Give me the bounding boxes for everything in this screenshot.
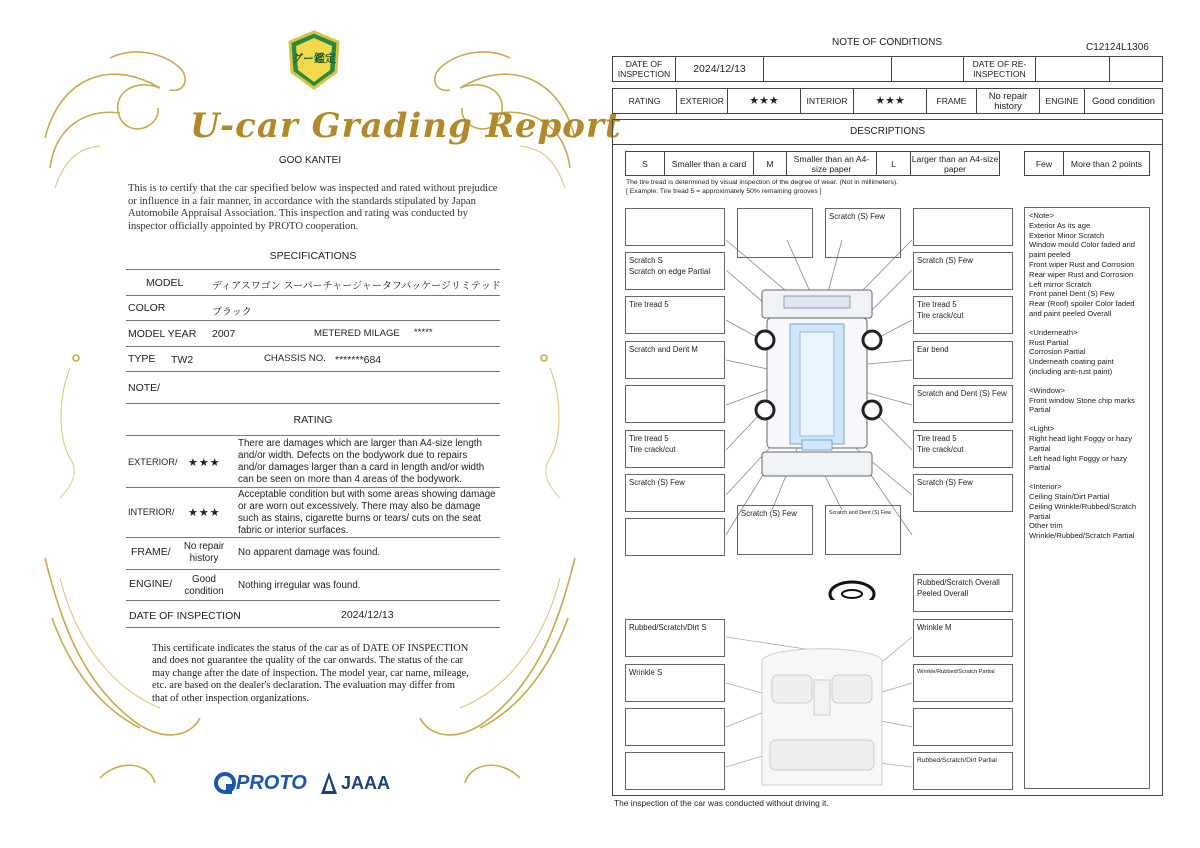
note-line: <Window> (1029, 385, 1065, 395)
certificate-intro: This is to certify that the car specified below was inspected and rated without prejudice or influence in a fair manner, in accordance with the standards stipulated by Japan Automobile Appraisal Association. This inspection and rating was conducted by inspector officially appointed by PROTO cooperation. (128, 183, 498, 232)
legend-l-desc: Larger than an A4-size paper (911, 153, 999, 174)
damage-box: Scratch (S) Few (737, 505, 813, 555)
note-line: Exterior As its age (1029, 220, 1091, 230)
frame-label: FRAME (926, 89, 976, 113)
certificate-subtitle: GOO KANTEI (278, 155, 342, 166)
damage-box: Rubbed/Scratch Overall Peeled Overall (913, 574, 1013, 612)
frame-label: FRAME/ (131, 546, 171, 558)
damage-box: Scratch and Dent M (625, 341, 725, 379)
model-value: ディアスワゴン スーパーチャージャータフパッケージリミテッド (212, 281, 501, 292)
damage-box: Scratch S Scratch on edge Partial (625, 252, 725, 290)
note-line: Rear (Roof) spoiler Color faded and paint peeled Overall (1029, 299, 1135, 318)
note-line: <Underneath> (1029, 327, 1078, 337)
damage-box (625, 385, 725, 423)
rating-row (612, 88, 1163, 114)
model-year-label: MODEL YEAR (128, 328, 197, 340)
damage-box: Tire tread 5 Tire crack/cut (913, 430, 1013, 468)
color-value: ブラック (212, 307, 252, 318)
damage-box: Tire tread 5 (625, 296, 725, 334)
note-line: Ceiling Stain/Dirt Partial (1029, 491, 1110, 501)
damage-box (625, 752, 725, 790)
engine-value: Good condition (184, 574, 224, 597)
damage-box: Tire tread 5 Tire crack/cut (625, 430, 725, 468)
exterior-value: ★★★ (727, 89, 800, 113)
interior-description: Acceptable condition but with some areas showing damage or are worn out excessively. There may also be damage such as stains, cigarette burns or tears/ cuts on the seat fabric or interior surfaces. (238, 489, 496, 536)
engine-label: ENGINE/ (129, 578, 173, 590)
engine-value: Good condition (1084, 89, 1162, 113)
descriptions-heading: DESCRIPTIONS (849, 126, 925, 137)
damage-box: Wrinkle M (913, 619, 1013, 657)
few-legend (1024, 151, 1150, 176)
frame-value: No repair history (976, 89, 1039, 113)
damage-box (737, 208, 813, 258)
damage-box: Scratch (S) Few (913, 252, 1013, 290)
type-value: TW2 (171, 354, 194, 366)
model-year-value: 2007 (212, 328, 236, 340)
rating-heading: RATING (293, 414, 333, 426)
damage-box: Scratch (S) Few (825, 208, 901, 258)
divider (126, 403, 500, 404)
divider (126, 537, 500, 538)
note-line: Left mirror Scratch (1029, 279, 1092, 289)
note-spacer (1029, 319, 1145, 328)
divider (126, 487, 500, 488)
damage-box: Rubbed/Scratch/Dirt Partial (913, 752, 1013, 790)
divider (126, 371, 500, 372)
grading-certificate (40, 18, 622, 833)
goo-kantei-badge (286, 30, 342, 90)
damage-box: Tire tread 5 Tire crack/cut (913, 296, 1013, 334)
jaaa-mark-icon (320, 771, 338, 795)
damage-box (913, 208, 1013, 246)
empty-cell (1109, 57, 1162, 81)
note-line: Rust Partial (1029, 337, 1069, 347)
steering-wheel-icon (830, 582, 874, 600)
note-line: Exterior Minor Scratch (1029, 230, 1105, 240)
model-label: MODEL (146, 277, 184, 289)
metered-mileage-label: METERED MILAGE (314, 328, 400, 339)
type-label: TYPE (128, 353, 156, 365)
exterior-description: There are damages which are larger than A4-size length and/or width. Defects on the bodywork due to repairs and/or damages larger than a card in length and/or width can be seen on more than 4 areas of the bodywork. (238, 438, 485, 485)
note-label: NOTE/ (128, 382, 161, 394)
specifications-heading: SPECIFICATIONS (269, 250, 357, 262)
legend-few-desc: More than 2 points (1063, 152, 1149, 175)
frame-value: No repair history (183, 541, 225, 564)
note-line: Window mould Color faded and paint peeled (1029, 240, 1135, 260)
engine-label: ENGINE (1039, 89, 1084, 113)
notes-list (1029, 211, 1145, 541)
note-line: Front wiper Rust and Corrosion (1029, 259, 1135, 269)
damage-box: Scratch and Dent (S) Few (913, 385, 1013, 423)
tire-note-1: The tire tread is determined by visual inspection of the degree of wear. (Not in millimeters). (626, 179, 898, 186)
chassis-label: CHASSIS NO. (264, 353, 326, 364)
certificate-title: U-car Grading Report (190, 106, 622, 146)
legend-few: Few (1035, 158, 1053, 169)
rating-label: RATING (628, 96, 661, 106)
tire-note-2: [ Example: Tire tread 5 = approximately 50% remaining grooves ] (626, 188, 822, 195)
empty-cell (763, 57, 891, 81)
empty-cell (891, 57, 963, 81)
legend-s-desc: Smaller than a card (664, 152, 753, 175)
interior-value: ★★★ (853, 89, 926, 113)
legend-s: S (642, 158, 648, 169)
metered-mileage-value: ***** (414, 327, 433, 338)
size-legend (625, 151, 1000, 176)
note-line: Front window Stone chip marks Partial (1029, 395, 1135, 415)
jaaa-logo: JAAA (320, 770, 390, 796)
notes-box (1024, 207, 1150, 789)
divider (126, 435, 500, 436)
damage-box: Rubbed/Scratch/Dirt S (625, 619, 725, 657)
sheet-code: C12124L1306 (1086, 42, 1149, 53)
note-spacer (1029, 415, 1145, 424)
damage-box (625, 208, 725, 246)
badge-text: グー鑑定 (292, 53, 336, 65)
divider (612, 144, 1163, 145)
damage-box (625, 518, 725, 556)
proto-mark-icon (214, 772, 236, 794)
frame-description: No apparent damage was found. (238, 547, 381, 558)
note-line: Corrosion Partial (1029, 347, 1086, 357)
legend-m: M (753, 152, 786, 175)
note-spacer (1029, 377, 1145, 386)
note-line: Front panel Dent (S) Few (1029, 289, 1115, 299)
note-line: Left head light Foggy or hazy Partial (1029, 453, 1127, 473)
interior-label: INTERIOR (800, 89, 853, 113)
date-value: 2024/12/13 (341, 609, 394, 621)
damage-box: Ear bend (913, 341, 1013, 379)
legend-l: L (876, 152, 910, 175)
divider (126, 269, 500, 270)
date-of-inspection-label: DATE OF INSPECTION (617, 59, 671, 79)
damage-box: Scratch and Dent (S) Few (825, 505, 901, 555)
sheet-title: NOTE OF CONDITIONS (832, 37, 942, 48)
divider (126, 295, 500, 296)
exterior-stars: ★★★ (188, 457, 221, 469)
damage-box (625, 708, 725, 746)
damage-box: Scratch (S) Few (913, 474, 1013, 512)
sheet-footer: The inspection of the car was conducted without driving it. (614, 798, 829, 808)
damage-box: Wrinkle/Rubbed/Scratch Partial (913, 664, 1013, 702)
note-spacer (1029, 473, 1145, 482)
divider (126, 320, 500, 321)
date-of-inspection-value: 2024/12/13 (675, 57, 763, 81)
damage-box: Scratch (S) Few (625, 474, 725, 512)
interior-stars: ★★★ (188, 507, 221, 519)
note-line: <Interior> (1029, 482, 1062, 492)
exterior-label: EXTERIOR (676, 89, 727, 113)
divider (126, 346, 500, 347)
color-label: COLOR (128, 302, 166, 314)
note-line: <Light> (1029, 424, 1055, 434)
proto-logo: PROTO (214, 770, 307, 796)
damage-box (913, 708, 1013, 746)
damage-box: Wrinkle S (625, 664, 725, 702)
exterior-label: EXTERIOR/ (128, 457, 178, 467)
note-line: <Note> (1029, 211, 1054, 220)
empty-cell (1035, 57, 1109, 81)
date-row (612, 56, 1163, 82)
note-line: Underneath coating paint (including anti-rust paint) (1029, 357, 1114, 376)
chassis-value: *******684 (335, 354, 382, 366)
note-line: Rear wiper Rust and Corrosion (1029, 269, 1134, 279)
date-of-reinspection-label: DATE OF RE-INSPECTION (963, 57, 1035, 81)
divider (126, 569, 500, 570)
divider (126, 627, 500, 628)
engine-description: Nothing irregular was found. (238, 580, 361, 591)
note-line: Ceiling Wrinkle/Rubbed/Scratch Partial (1029, 501, 1137, 521)
note-line: Right head light Foggy or hazy Partial (1029, 433, 1132, 453)
interior-label: INTERIOR/ (128, 507, 175, 517)
divider (126, 600, 500, 601)
note-line: Other trim Wrinkle/Rubbed/Scratch Partial (1029, 521, 1135, 541)
certificate-footer: This certificate indicates the status of the car as of DATE OF INSPECTION and does not guarantee the quality of the car onwards. The status of the car may change after the date of inspection. The model year, car name, mileage, etc. are based on the dealer's declaration. The evaluation may differ from that of other inspection organizations. (152, 643, 469, 704)
legend-m-desc: Smaller than an A4-size paper (786, 152, 876, 175)
date-label: DATE OF INSPECTION (129, 610, 241, 622)
